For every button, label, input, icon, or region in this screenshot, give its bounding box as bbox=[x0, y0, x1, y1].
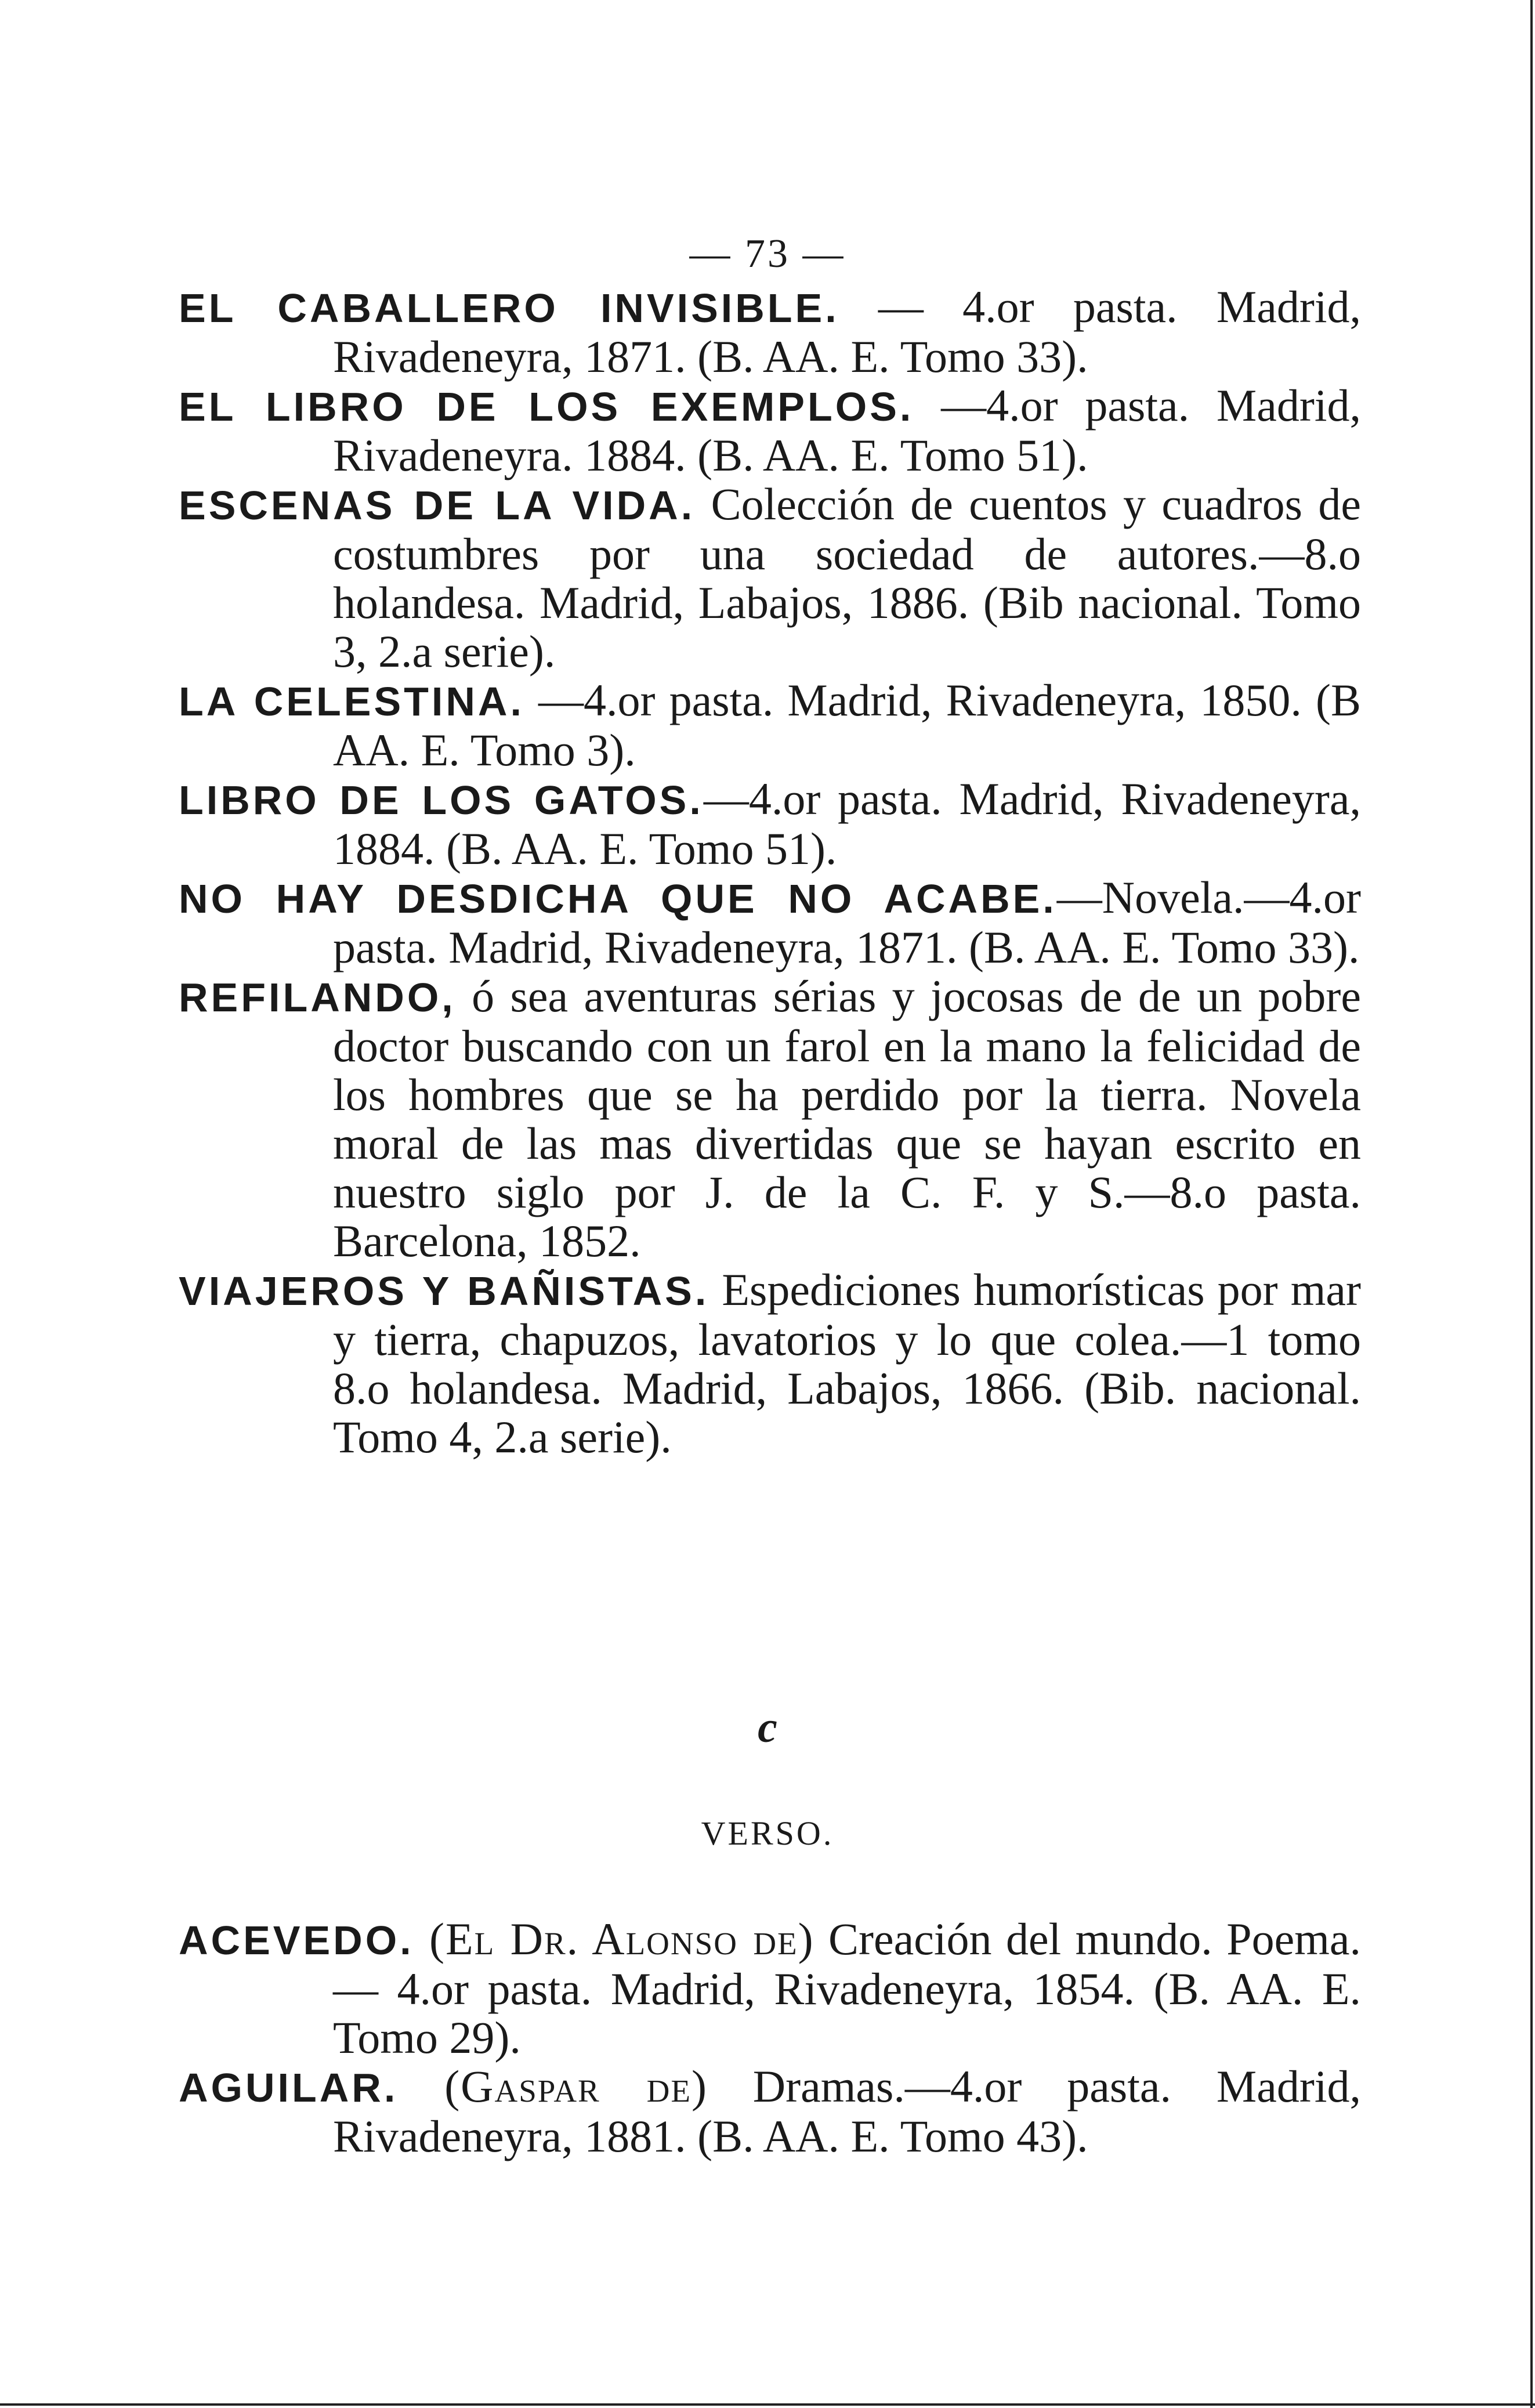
section-letter: c bbox=[758, 1703, 777, 1752]
page-border-right bbox=[1530, 0, 1533, 2408]
prose-entries bbox=[179, 283, 1361, 1462]
page-border-bottom bbox=[0, 2403, 1535, 2406]
entry-details: —Novela.—4.or pasta. Madrid, Rivadeneyra, 1871. (B. AA. E. Tomo 33). bbox=[333, 872, 1361, 972]
entry-details: Creación del mundo. Poema.— 4.or pasta. Madrid, Rivadeneyra, 1854. (B. AA. E. Tomo 29). bbox=[333, 1914, 1361, 2063]
entry-details: —4.or pasta. Madrid, Rivadeneyra, 1884. (B. AA. E. Tomo 51). bbox=[333, 773, 1361, 874]
entry-title: REFILANDO, bbox=[179, 975, 456, 1020]
entry-details: Colección de cuentos y cuadros de costumbres por una sociedad de autores.—8.o holandesa. Madrid, Labajos, 1886. (Bib nacional. Tomo 3, 2.a serie). bbox=[333, 479, 1361, 677]
section-title: VERSO. bbox=[701, 1814, 834, 1852]
entry-title: LA CELESTINA. bbox=[179, 679, 524, 724]
bibliography-entry bbox=[179, 1915, 1361, 2062]
entry-title: EL CABALLERO INVISIBLE. bbox=[179, 285, 839, 331]
entry-title: EL LIBRO DE LOS EXEMPLOS. bbox=[179, 384, 914, 429]
bibliography-entry bbox=[179, 283, 1361, 381]
entry-details: — 4.or pasta. Madrid, Rivadeneyra, 1871. (B. AA. E. Tomo 33). bbox=[333, 281, 1361, 382]
entry-title: ESCENAS DE LA VIDA. bbox=[179, 483, 696, 528]
entry-title: NO HAY DESDICHA QUE NO ACABE. bbox=[179, 876, 1057, 921]
bibliography-entry bbox=[179, 480, 1361, 676]
entry-author: (El Dr. Alonso de) bbox=[414, 1914, 814, 1964]
bibliography-entry bbox=[179, 1266, 1361, 1462]
page-number: — 73 — bbox=[689, 232, 846, 276]
entry-details: ó sea aventuras sérias y jocosas de de un pobre doctor buscando con un farol en la mano la felicidad de los hombres que se ha perdido por la tierra. Novela moral de las mas divertidas que se hayan escrito en nuestro siglo por J. de la C. F. y S.—8.o pasta. Barcelona, 1852. bbox=[333, 971, 1361, 1266]
entry-details: Espediciones humorísticas por mar y tierra, chapuzos, lavatorios y lo que colea.—1 tomo 8.o holandesa. Madrid, Labajos, 1866. (Bib. nacional. Tomo 4, 2.a serie). bbox=[333, 1264, 1361, 1462]
bibliography-entry bbox=[179, 676, 1361, 775]
entry-title: LIBRO DE LOS GATOS. bbox=[179, 778, 704, 823]
bibliography-entry bbox=[179, 381, 1361, 480]
bibliography-entry bbox=[179, 873, 1361, 972]
entry-details: Dramas.—4.or pasta. Madrid, Rivadeneyra, 1881. (B. AA. E. Tomo 43). bbox=[333, 2061, 1361, 2161]
bibliography-entry bbox=[179, 775, 1361, 873]
entry-title: ACEVEDO. bbox=[179, 1918, 414, 1963]
entry-details: —4.or pasta. Madrid, Rivadeneyra. 1884. (B. AA. E. Tomo 51). bbox=[333, 380, 1361, 480]
entry-title: AGUILAR. bbox=[179, 2065, 399, 2110]
bibliography-entry bbox=[179, 972, 1361, 1266]
bibliography-entry bbox=[179, 2062, 1361, 2161]
entry-author: (Gaspar de) bbox=[398, 2061, 708, 2111]
entry-details: —4.or pasta. Madrid, Rivadeneyra, 1850. (B AA. E. Tomo 3). bbox=[333, 675, 1361, 775]
verse-entries bbox=[179, 1915, 1361, 2161]
entry-title: VIAJEROS Y BAÑISTAS. bbox=[179, 1268, 709, 1314]
